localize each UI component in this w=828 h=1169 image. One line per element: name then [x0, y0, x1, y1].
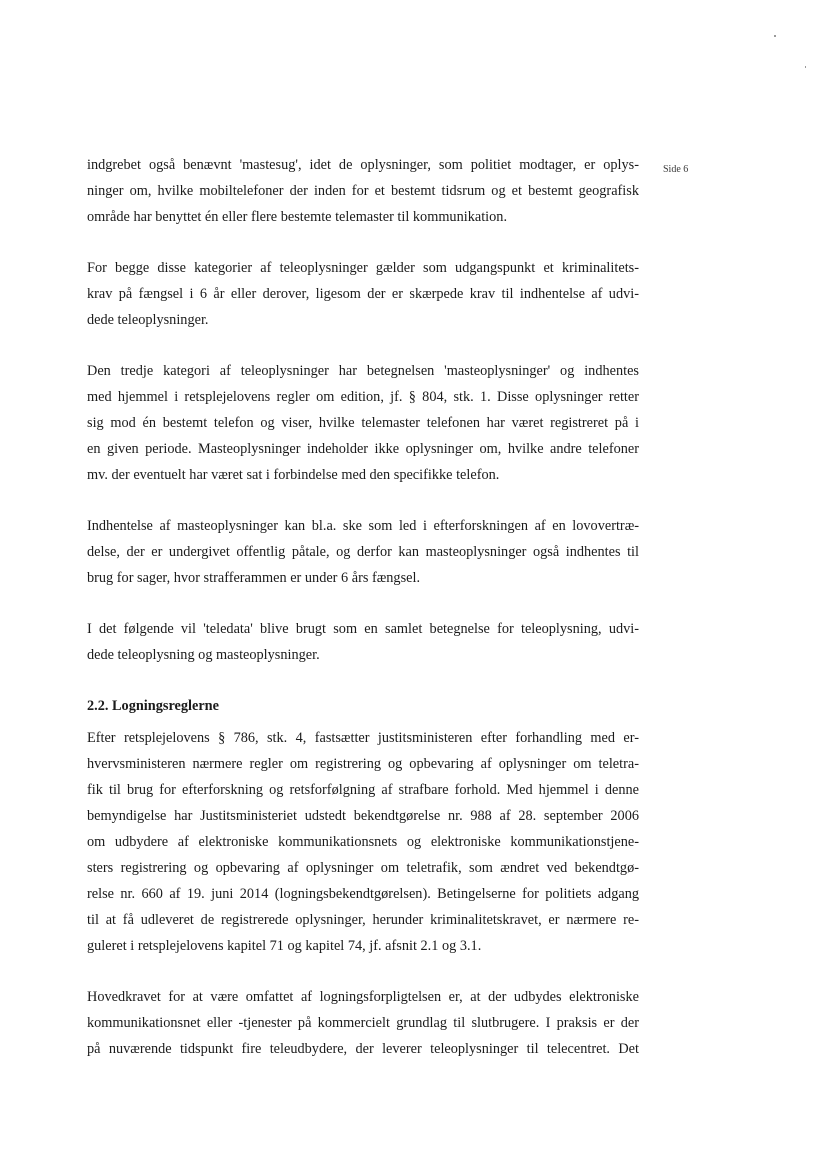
text-line: ninger om, hvilke mobiltelefoner der inden for et bestemt tidsrum og et bestemt geografisk: [87, 183, 639, 199]
document-body: [87, 152, 639, 1087]
text-line: dede teleoplysning og masteoplysninger.: [87, 647, 320, 663]
text-line: brug for sager, hvor strafferammen er under 6 års fængsel.: [87, 570, 421, 586]
paragraph-5: [87, 616, 639, 668]
text-line: dede teleoplysninger.: [87, 312, 209, 328]
text-line: bemyndigelse har Justitsministeriet udstedt bekendtgørelse nr. 988 af 28. september 2006: [87, 808, 639, 824]
text-line: guleret i retsplejelovens kapitel 71 og kapitel 74, jf. afsnit 2.1 og 3.1.: [87, 938, 482, 954]
paragraph-3: [87, 358, 639, 488]
text-line: på nuværende tidspunkt fire teleudbydere, der leverer teleoplysninger til telecentret. Det: [87, 1041, 639, 1057]
paragraph-7: [87, 984, 639, 1062]
text-line: indgrebet også benævnt 'mastesug', idet de oplysninger, som politiet modtager, er oplys-: [87, 157, 639, 173]
text-line: relse nr. 660 af 19. juni 2014 (logningsbekendtgørelsen). Betingelserne for politiets adgang: [87, 886, 639, 902]
page-number-label: Side 6: [663, 164, 689, 175]
scan-speck: [774, 35, 776, 37]
text-line: I det følgende vil 'teledata' blive brugt som en samlet betegnelse for teleoplysning, udvi-: [87, 621, 639, 637]
text-line: mv. der eventuelt har været sat i forbindelse med den specifikke telefon.: [87, 467, 500, 483]
text-line: hvervsministeren nærmere regler om registrering og opbevaring af oplysninger om teletra-: [87, 756, 639, 772]
text-line: om udbydere af elektroniske kommunikationsnets og elektroniske kommunikationstjene-: [87, 834, 639, 850]
text-line: område har benyttet én eller flere bestemte telemaster til kommunikation.: [87, 209, 508, 225]
text-line: For begge disse kategorier af teleoplysninger gælder som udgangspunkt et kriminalitets-: [87, 260, 639, 276]
text-line: fik til brug for efterforskning og retsforfølgning af strafbare forhold. Med hjemmel i denne: [87, 782, 639, 798]
text-line: sters registrering og opbevaring af oplysninger om teletrafik, som ændret ved bekendtgø-: [87, 860, 639, 876]
text-line: Indhentelse af masteoplysninger kan bl.a. ske som led i efterforskningen af en lovovertræ-: [87, 518, 639, 534]
text-line: krav på fængsel i 6 år eller derover, ligesom der er skærpede krav til indhentelse af udvi-: [87, 286, 639, 302]
text-line: Den tredje kategori af teleoplysninger har betegnelsen 'masteoplysninger' og indhentes: [87, 363, 639, 379]
text-line: Hovedkravet for at være omfattet af logningsforpligtelsen er, at der udbydes elektroniske: [87, 989, 639, 1005]
text-line: til at få udleveret de registrerede oplysninger, herunder kriminalitetskravet, er nærmere re-: [87, 912, 639, 928]
section-heading: 2.2. Logningsreglerne: [87, 698, 219, 714]
paragraph-6: [87, 725, 639, 959]
paragraph-2: [87, 255, 639, 333]
scan-speck: [805, 66, 806, 68]
text-line: en given periode. Masteoplysninger indeholder ikke oplysninger om, hvilke andre telefoner: [87, 441, 639, 457]
paragraph-1: [87, 152, 639, 230]
text-line: delse, der er undergivet offentlig påtale, og derfor kan masteoplysninger også indhentes til: [87, 544, 639, 560]
text-line: sig mod én bestemt telefon og viser, hvilke telemaster telefonen har været registreret på i: [87, 415, 639, 431]
text-line: kommunikationsnet eller -tjenester på kommercielt grundlag til slutbrugere. I praksis er der: [87, 1015, 639, 1031]
text-line: med hjemmel i retsplejelovens regler om edition, jf. § 804, stk. 1. Disse oplysninger retter: [87, 389, 639, 405]
paragraph-4: [87, 513, 639, 591]
text-line: Efter retsplejelovens § 786, stk. 4, fastsætter justitsministeren efter forhandling med er-: [87, 730, 639, 746]
